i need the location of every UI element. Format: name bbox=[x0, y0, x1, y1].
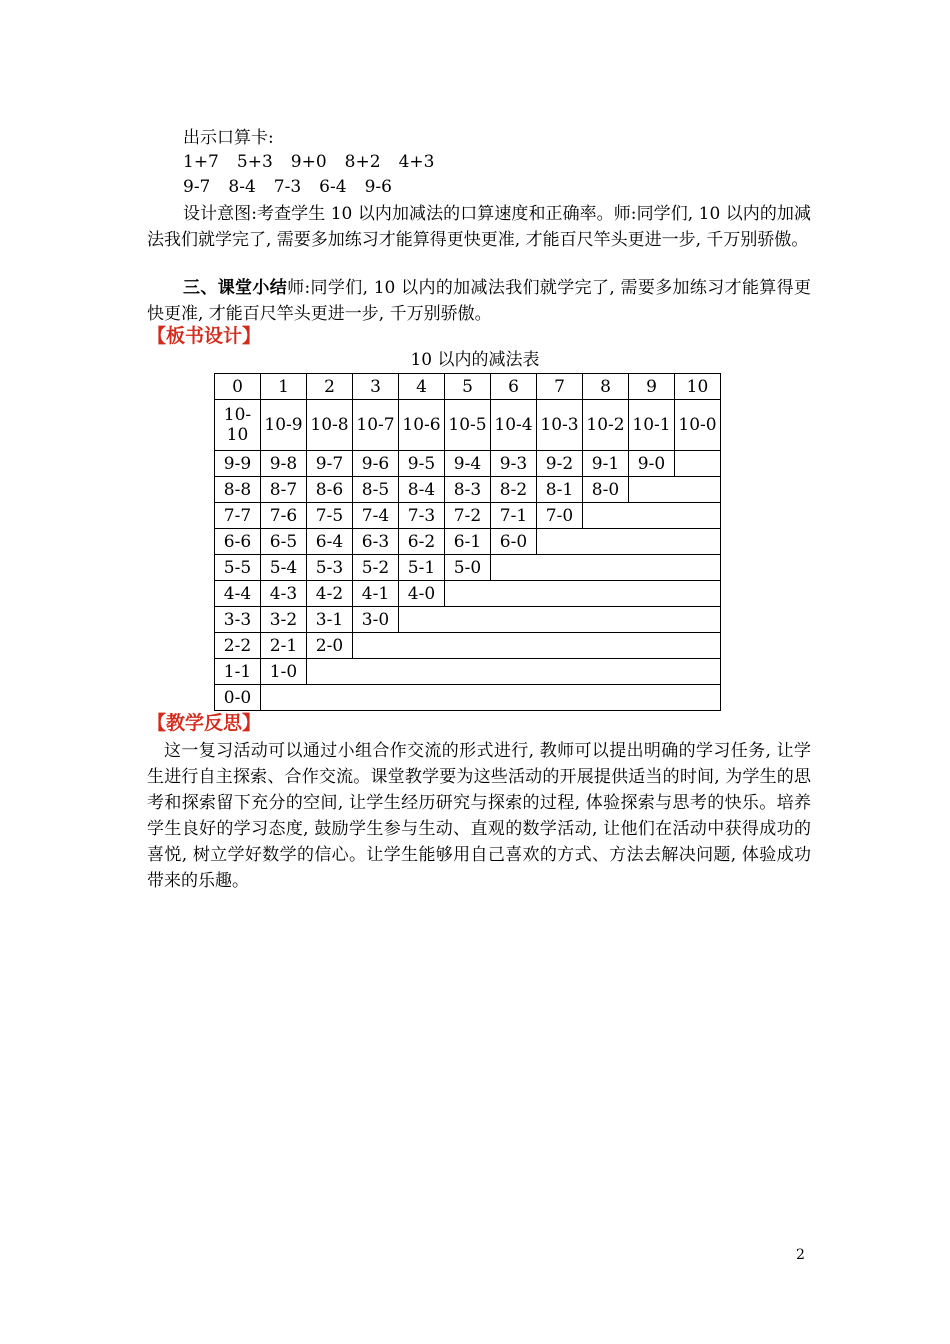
reflection-paragraph: 这一复习活动可以通过小组合作交流的形式进行, 教师可以提出明确的学习任务, 让学生进行自主探索、合作交流。课堂教学要为这些活动的开展提供适当的时间, 为学生的思考和探索留下充分的空间, 让学生经历研究与探索的过程, 体验探索与思考的快乐。培养学生良好的学习态度, 鼓励学生参与生动、直观的数学活动, 让他们在活动中获得成功的喜悦, 树立学好数学的信心。让学生能够用自己喜欢的方式、方法去解决问题, 体验成功带来的乐趣。 bbox=[147, 741, 811, 891]
oral-item: 8+2 bbox=[344, 152, 381, 172]
design-intent-paragraph: 设计意图:考查学生 10 以内加减法的口算速度和正确率。师:同学们, 10 以内的加减法我们就学完了, 需要多加练习才能算得更快更准, 才能百尺竿头更进一步, 千万别骄傲。 bbox=[147, 204, 811, 250]
card-label: 出示口算卡: bbox=[183, 128, 274, 148]
summary-heading: 三、课堂小结 bbox=[183, 278, 288, 298]
table-empty-cell bbox=[399, 607, 721, 633]
table-row bbox=[215, 477, 721, 503]
table-cell: 8-5 bbox=[353, 477, 399, 503]
table-cell: 6-2 bbox=[399, 529, 445, 555]
oral-item: 9-7 bbox=[183, 177, 211, 197]
table-cell: 8-4 bbox=[399, 477, 445, 503]
table-row bbox=[215, 633, 721, 659]
table-cell: 5-0 bbox=[445, 555, 491, 581]
table-cell: 10-0 bbox=[675, 400, 721, 451]
table-cell: 7-6 bbox=[261, 503, 307, 529]
table-row bbox=[215, 581, 721, 607]
table-header-cell: 0 bbox=[215, 374, 261, 400]
table-cell: 9-1 bbox=[583, 451, 629, 477]
table-empty-cell bbox=[445, 581, 721, 607]
oral-item: 7-3 bbox=[273, 177, 302, 197]
table-cell: 9-2 bbox=[537, 451, 583, 477]
summary-paragraph bbox=[147, 275, 811, 327]
oral-item: 8-4 bbox=[228, 177, 256, 197]
table-row bbox=[215, 659, 721, 685]
table-cell: 7-7 bbox=[215, 503, 261, 529]
table-row bbox=[215, 503, 721, 529]
board-design-heading: 【板书设计】 bbox=[147, 325, 262, 347]
table-cell: 8-1 bbox=[537, 477, 583, 503]
table-cell: 9-0 bbox=[629, 451, 675, 477]
table-header-cell: 1 bbox=[261, 374, 307, 400]
page-number: 2 bbox=[796, 1247, 805, 1263]
table-cell: 4-3 bbox=[261, 581, 307, 607]
table-row bbox=[215, 400, 721, 451]
table-empty-cell bbox=[583, 503, 721, 529]
table-cell: 10-8 bbox=[307, 400, 353, 451]
table-empty-cell bbox=[537, 529, 721, 555]
table-cell: 5-5 bbox=[215, 555, 261, 581]
oral-item: 9-6 bbox=[364, 177, 392, 197]
table-cell: 4-2 bbox=[307, 581, 353, 607]
table-cell: 10-9 bbox=[261, 400, 307, 451]
table-cell: 4-4 bbox=[215, 581, 261, 607]
table-empty-cell bbox=[675, 451, 721, 477]
table-cell: 7-2 bbox=[445, 503, 491, 529]
table-cell: 9-3 bbox=[491, 451, 537, 477]
table-cell: 6-4 bbox=[307, 529, 353, 555]
oral-item: 1+7 bbox=[183, 152, 219, 172]
subtraction-row bbox=[183, 177, 410, 197]
table-header-cell: 2 bbox=[307, 374, 353, 400]
table-cell: 9-4 bbox=[445, 451, 491, 477]
table-cell: 1-0 bbox=[261, 659, 307, 685]
table-cell: 7-4 bbox=[353, 503, 399, 529]
table-header-cell: 6 bbox=[491, 374, 537, 400]
table-cell: 7-3 bbox=[399, 503, 445, 529]
table-header-cell: 10 bbox=[675, 374, 721, 400]
table-cell: 10-7 bbox=[353, 400, 399, 451]
table-cell: 3-3 bbox=[215, 607, 261, 633]
table-cell: 6-3 bbox=[353, 529, 399, 555]
table-cell: 5-3 bbox=[307, 555, 353, 581]
subtraction-table bbox=[214, 373, 721, 711]
table-empty-cell bbox=[491, 555, 721, 581]
summary-text: 师:同学们, 10 以内的加减法我们就学完了, 需要多加练习才能算得更快更准, 才能百尺竿头更进一步, 千万别骄傲。 bbox=[147, 278, 811, 324]
table-cell: 3-2 bbox=[261, 607, 307, 633]
oral-item: 9+0 bbox=[290, 152, 327, 172]
table-cell: 5-4 bbox=[261, 555, 307, 581]
table-cell: 9-7 bbox=[307, 451, 353, 477]
table-cell: 4-1 bbox=[353, 581, 399, 607]
table-cell: 9-8 bbox=[261, 451, 307, 477]
table-cell: 9-5 bbox=[399, 451, 445, 477]
table-header-cell: 4 bbox=[399, 374, 445, 400]
table-cell: 2-1 bbox=[261, 633, 307, 659]
table-cell: 7-5 bbox=[307, 503, 353, 529]
table-cell: 7-1 bbox=[491, 503, 537, 529]
table-header-row bbox=[215, 374, 721, 400]
table-cell: 8-7 bbox=[261, 477, 307, 503]
table-cell: 2-0 bbox=[307, 633, 353, 659]
oral-item: 5+3 bbox=[236, 152, 273, 172]
table-cell: 5-2 bbox=[353, 555, 399, 581]
table-cell: 10-2 bbox=[583, 400, 629, 451]
table-cell: 9-6 bbox=[353, 451, 399, 477]
table-empty-cell bbox=[629, 477, 721, 503]
table-cell: 10-3 bbox=[537, 400, 583, 451]
table-cell: 8-3 bbox=[445, 477, 491, 503]
table-header-cell: 3 bbox=[353, 374, 399, 400]
table-header-cell: 5 bbox=[445, 374, 491, 400]
table-cell: 8-0 bbox=[583, 477, 629, 503]
table-cell: 10-4 bbox=[491, 400, 537, 451]
table-title: 10 以内的减法表 bbox=[410, 350, 540, 370]
table-empty-cell bbox=[307, 659, 721, 685]
table-cell: 4-0 bbox=[399, 581, 445, 607]
oral-item: 6-4 bbox=[319, 177, 347, 197]
table-cell: 6-6 bbox=[215, 529, 261, 555]
table-cell: 7-0 bbox=[537, 503, 583, 529]
table-cell: 10-1 bbox=[629, 400, 675, 451]
table-row bbox=[215, 607, 721, 633]
table-cell: 8-6 bbox=[307, 477, 353, 503]
addition-row bbox=[183, 152, 452, 172]
table-empty-cell bbox=[261, 685, 721, 711]
table-cell: 6-5 bbox=[261, 529, 307, 555]
table-cell: 10-5 bbox=[445, 400, 491, 451]
table-cell: 8-2 bbox=[491, 477, 537, 503]
table-cell: 5-1 bbox=[399, 555, 445, 581]
table-cell: 2-2 bbox=[215, 633, 261, 659]
table-cell: 10-6 bbox=[399, 400, 445, 451]
table-row bbox=[215, 451, 721, 477]
table-cell: 0-0 bbox=[215, 685, 261, 711]
table-cell: 3-0 bbox=[353, 607, 399, 633]
table-cell: 10-10 bbox=[215, 400, 261, 451]
table-cell: 3-1 bbox=[307, 607, 353, 633]
table-row bbox=[215, 555, 721, 581]
table-row bbox=[215, 685, 721, 711]
table-cell: 6-0 bbox=[491, 529, 537, 555]
table-cell: 9-9 bbox=[215, 451, 261, 477]
table-header-cell: 7 bbox=[537, 374, 583, 400]
table-row bbox=[215, 529, 721, 555]
table-header-cell: 8 bbox=[583, 374, 629, 400]
table-empty-cell bbox=[353, 633, 721, 659]
table-cell: 1-1 bbox=[215, 659, 261, 685]
table-cell: 6-1 bbox=[445, 529, 491, 555]
oral-item: 4+3 bbox=[398, 152, 435, 172]
reflection-heading: 【教学反思】 bbox=[147, 712, 262, 734]
table-header-cell: 9 bbox=[629, 374, 675, 400]
table-cell: 8-8 bbox=[215, 477, 261, 503]
